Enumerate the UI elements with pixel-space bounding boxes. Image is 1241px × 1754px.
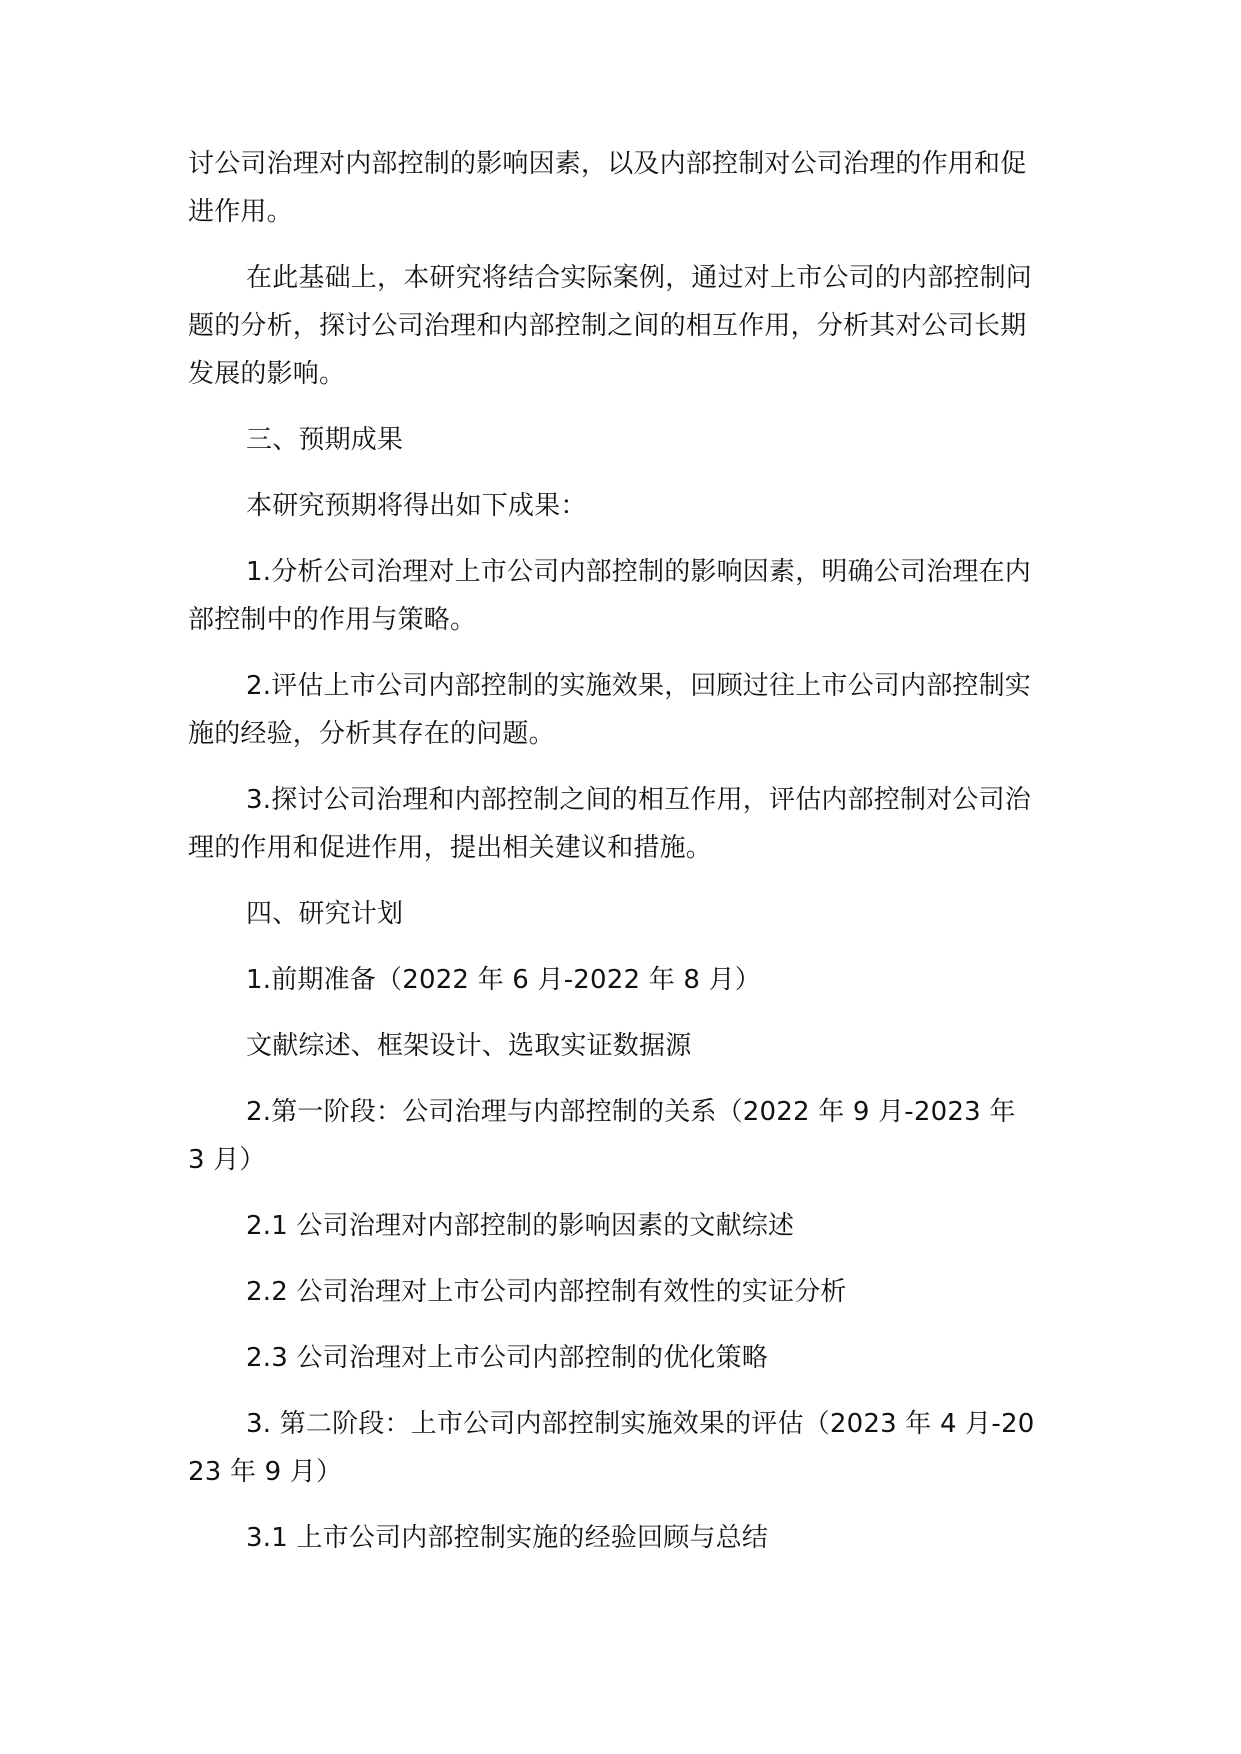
plan-item-stage-two: 3. 第二阶段：上市公司内部控制实施效果的评估（2023 年 4 月-2023 年 9 月） <box>188 1409 1035 1487</box>
plan-subitem-3-1: 3.1 上市公司内部控制实施的经验回顾与总结 <box>246 1523 769 1553</box>
paragraph-result-2: 2.评估上市公司内部控制的实施效果，回顾过往上市公司内部控制实施的经验，分析其存在的问题。 <box>188 671 1032 749</box>
paragraph-result-3: 3.探讨公司治理和内部控制之间的相互作用，评估内部控制对公司治理的作用和促进作用，提出相关建议和措施。 <box>188 785 1032 863</box>
plan-subitem-2-1: 2.1 公司治理对内部控制的影响因素的文献综述 <box>246 1211 795 1241</box>
paragraph-result-1: 1.分析公司治理对上市公司内部控制的影响因素，明确公司治理在内部控制中的作用与策略。 <box>188 557 1032 635</box>
plan-subitem-2-2: 2.2 公司治理对上市公司内部控制有效性的实证分析 <box>246 1277 847 1307</box>
plan-item-preparation: 1.前期准备（2022 年 6 月-2022 年 8 月） <box>246 965 761 995</box>
paragraph-continuation: 讨公司治理对内部控制的影响因素，以及内部控制对公司治理的作用和促进作用。 <box>188 149 1027 227</box>
paragraph-expected-intro: 本研究预期将得出如下成果： <box>246 491 587 521</box>
document-body <box>188 140 1038 1562</box>
paragraph-case-study: 在此基础上，本研究将结合实际案例，通过对上市公司的内部控制问题的分析，探讨公司治理和内部控制之间的相互作用，分析其对公司长期发展的影响。 <box>188 263 1033 389</box>
plan-item-stage-one: 2.第一阶段：公司治理与内部控制的关系（2022 年 9 月-2023 年 3 月） <box>188 1097 1016 1175</box>
plan-item-preparation-tasks: 文献综述、框架设计、选取实证数据源 <box>246 1031 692 1061</box>
plan-subitem-2-3: 2.3 公司治理对上市公司内部控制的优化策略 <box>246 1343 769 1373</box>
section-heading-expected-results: 三、预期成果 <box>246 425 404 455</box>
section-heading-research-plan: 四、研究计划 <box>246 899 404 929</box>
